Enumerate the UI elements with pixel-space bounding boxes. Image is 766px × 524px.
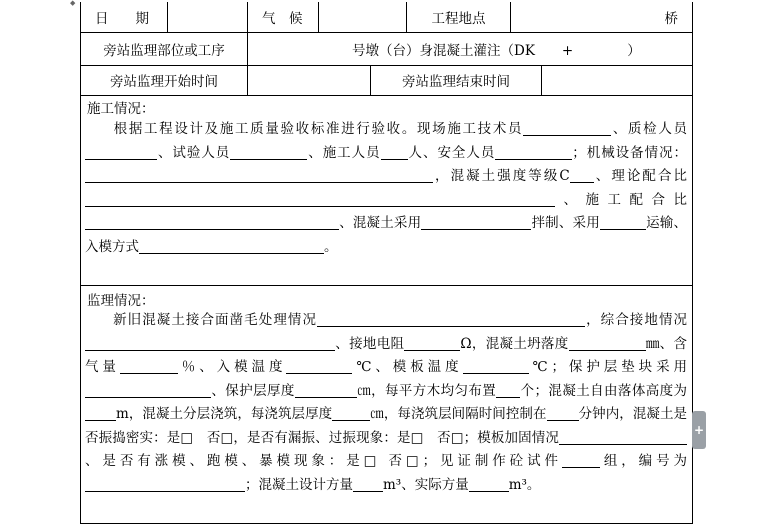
placement-temp-blank[interactable] bbox=[286, 358, 352, 374]
theory-mix-blank[interactable] bbox=[85, 191, 555, 207]
inspector-blank[interactable] bbox=[85, 144, 157, 160]
weather-label: 气 候 bbox=[262, 11, 303, 27]
supervision-title: 监理情况： bbox=[87, 293, 155, 309]
part-value[interactable]: 号墩（台）身混凝土灌注（DK + ） bbox=[352, 42, 641, 59]
equipment-blank[interactable] bbox=[85, 167, 433, 183]
construction-title: 施工情况： bbox=[87, 101, 155, 117]
part-label: 旁站监理部位或工序 bbox=[103, 42, 225, 59]
air-content-blank[interactable] bbox=[120, 358, 178, 374]
specimen-number-blank[interactable] bbox=[85, 476, 245, 492]
technician-blank[interactable] bbox=[523, 120, 611, 136]
date-value[interactable] bbox=[168, 2, 247, 32]
interval-blank[interactable] bbox=[547, 405, 579, 421]
header-row-part bbox=[81, 32, 692, 66]
specimen-count-blank[interactable] bbox=[562, 452, 600, 468]
site-label: 工程地点 bbox=[431, 11, 486, 27]
start-time-value[interactable] bbox=[248, 65, 370, 95]
spacer-count-blank[interactable] bbox=[496, 382, 520, 398]
mixing-method-blank[interactable] bbox=[421, 214, 531, 230]
table-anchor-icon[interactable]: ◆ bbox=[70, 0, 76, 7]
start-time-label: 旁站监理开始时间 bbox=[110, 74, 218, 90]
header-row-date bbox=[81, 2, 692, 33]
construction-section bbox=[81, 95, 692, 286]
weather-value[interactable] bbox=[319, 2, 406, 32]
supervision-section bbox=[81, 285, 692, 523]
header-row-time bbox=[81, 65, 692, 96]
resistance-blank[interactable] bbox=[404, 335, 460, 351]
formwork-blank[interactable] bbox=[559, 429, 687, 445]
worker-count-blank[interactable] bbox=[381, 144, 408, 160]
actual-volume-blank[interactable] bbox=[469, 476, 509, 492]
side-expand-tab[interactable] bbox=[692, 411, 706, 449]
slump-blank[interactable] bbox=[569, 335, 646, 351]
construction-text: 根据工程设计及施工质量验收标准进行验收。现场施工技术员 、质检人员、试验人员 、施工人员 人、安全人员 ；机械设备情况：，混凝土强度等级C 、理论配合比、施工配合比、混凝土采用 拌制、采用 运输、入模方式 。 bbox=[85, 121, 688, 255]
supervision-record-sheet bbox=[80, 2, 693, 524]
roughening-blank[interactable] bbox=[317, 311, 585, 327]
cover-thickness-blank[interactable] bbox=[295, 382, 357, 398]
end-time-label: 旁站监理结束时间 bbox=[402, 74, 510, 90]
site-value[interactable]: 桥 bbox=[664, 11, 678, 27]
drop-height-blank[interactable] bbox=[85, 405, 116, 421]
date-label: 日 期 bbox=[95, 11, 149, 27]
tester-blank[interactable] bbox=[230, 144, 307, 160]
safety-staff-blank[interactable] bbox=[495, 144, 572, 160]
grounding-blank[interactable] bbox=[85, 335, 335, 351]
supervision-text: 新旧混凝土接合面凿毛处理情况 ，综合接地情况、接地电阻 Ω，混凝土坍落度 ㎜、含气量 ％、入模温度 ℃、模板温度 ℃；保护层垫块采用、保护层厚度 ㎝，每平方木均匀布置 个；混凝土自由落体高度为m，混凝土分层浇筑，每浇筑层厚度 ㎝，每浇筑层间隔时间控制在 分钟内，混凝土是否振捣密实：是□ 否□，是否有漏振、过振现象：是□ 否□；模板加固情况、是否有涨模、跑模、暴模现象：是□ 否□；见证制作砼试件 组，编号为；混凝土设计方量 m³、实际方量 m³。 bbox=[85, 312, 688, 493]
spacer-blank[interactable] bbox=[85, 382, 211, 398]
transport-method-blank[interactable] bbox=[600, 214, 646, 230]
strength-grade-blank[interactable] bbox=[570, 167, 594, 183]
placement-method-blank[interactable] bbox=[139, 238, 324, 254]
design-volume-blank[interactable] bbox=[353, 476, 383, 492]
end-time-value[interactable] bbox=[542, 65, 692, 95]
plus-icon: + bbox=[693, 423, 705, 437]
construction-mix-blank[interactable] bbox=[85, 214, 339, 230]
layer-thickness-blank[interactable] bbox=[332, 405, 370, 421]
formwork-temp-blank[interactable] bbox=[463, 358, 529, 374]
